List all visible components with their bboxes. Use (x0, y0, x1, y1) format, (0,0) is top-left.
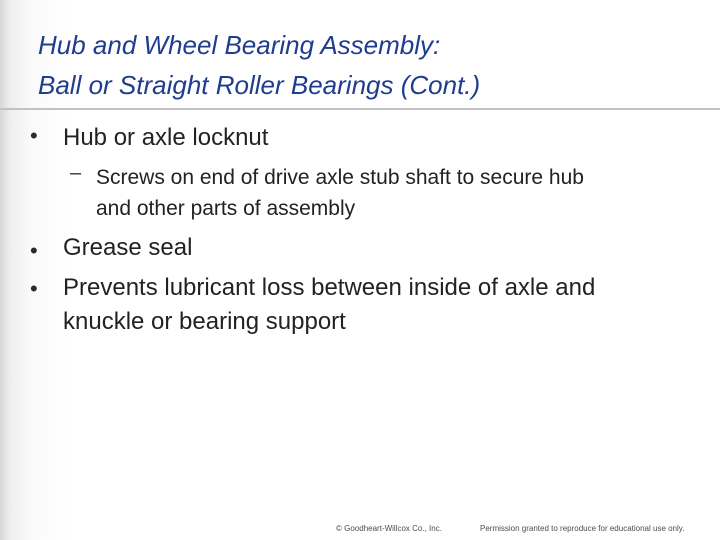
bullet-hub-or-axle-locknut: Hub or axle locknut (63, 124, 269, 151)
footer-copyright: © Goodheart-Willcox Co., Inc. (336, 524, 442, 533)
footer-permission: Permission granted to reproduce for educational use only. (480, 524, 685, 533)
bullet-grease-seal: Grease seal (63, 234, 193, 261)
sub-bullet-screws-line-1: Screws on end of drive axle stub shaft to secure hub (96, 166, 584, 189)
slide-title-line-2: Ball or Straight Roller Bearings (Cont.) (38, 70, 481, 100)
bullet-prevents-line-2: knuckle or bearing support (63, 308, 346, 335)
bullet-marker-3: • (30, 276, 38, 301)
bullet-prevents-line-1: Prevents lubricant loss between inside of axle and (63, 274, 596, 301)
slide-title-line-1: Hub and Wheel Bearing Assembly: (38, 30, 441, 60)
bullet-marker-1: • (30, 123, 38, 148)
sub-bullet-marker-1: – (70, 162, 82, 184)
bullet-marker-2: • (30, 238, 38, 263)
sub-bullet-screws-line-2: and other parts of assembly (96, 197, 356, 220)
